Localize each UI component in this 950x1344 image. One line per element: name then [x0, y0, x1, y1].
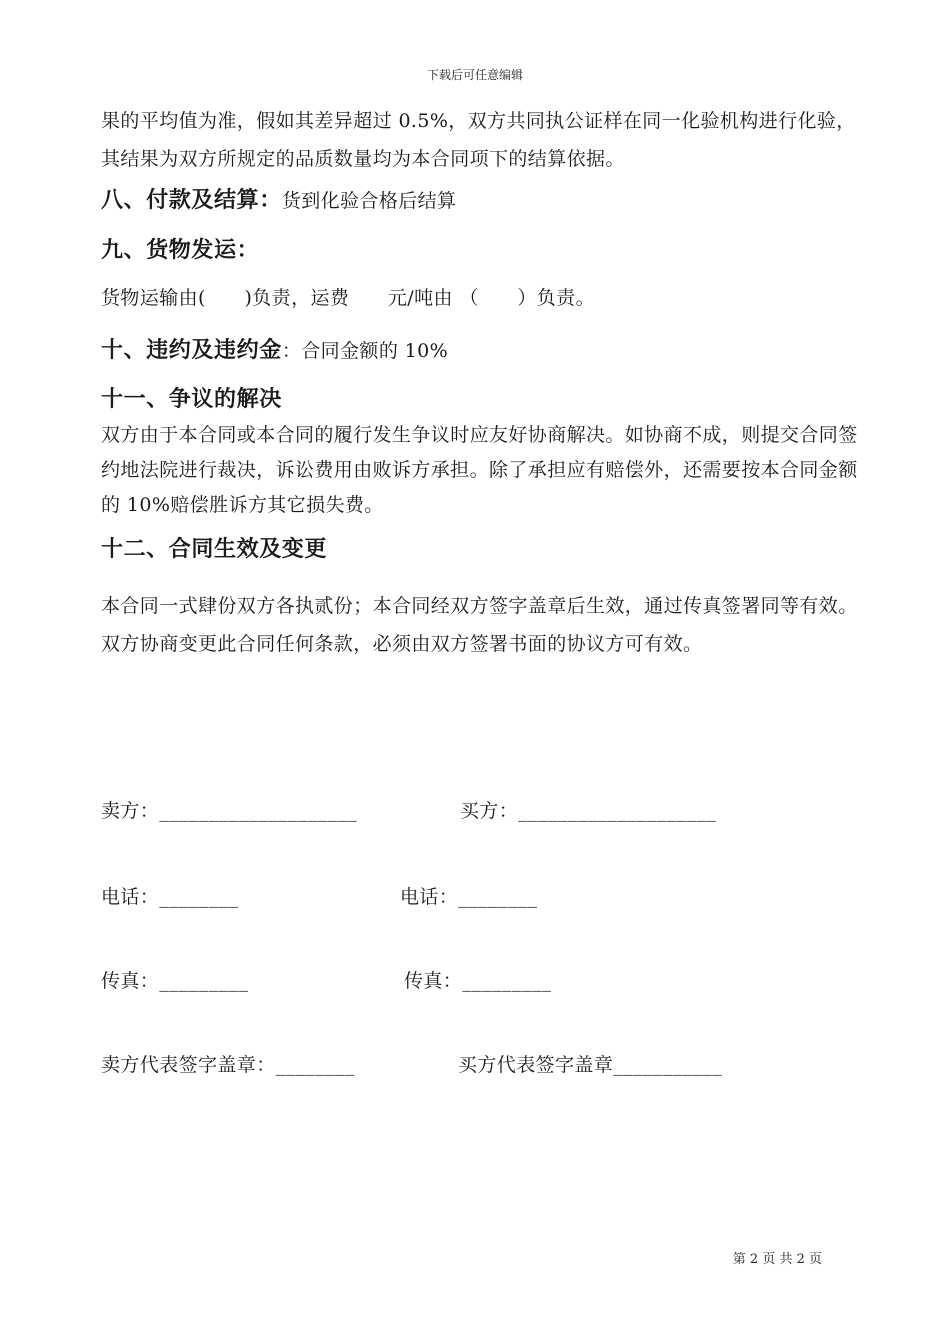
- clause-8-heading: [101, 183, 456, 214]
- clause-12-heading: 十二、合同生效及变更: [101, 537, 328, 562]
- clause-10-inline-text: ：合同金额的 10%: [281, 340, 449, 362]
- clause-8-inline-text: 货到化验合格后结算: [281, 190, 457, 212]
- seller-name-field: 卖方：____________________: [101, 800, 358, 822]
- seller-rep-signature-field: 卖方代表签字盖章：________: [101, 1054, 355, 1076]
- clause-9-heading: 九、货物发运：: [101, 238, 260, 263]
- buyer-name-field: 买方：____________________: [460, 800, 717, 822]
- clause-11-heading: 十一、争议的解决: [101, 387, 282, 412]
- clause-8-title: 八、付款及结算：: [101, 188, 282, 213]
- clause-7-continuation: 果的平均值为准，假如其差异超过 0.5%，双方共同执公证样在同一化验机构进行化验，其结果为双方所规定的品质数量均为本合同项下的结算依据。: [101, 110, 856, 170]
- clause-10-title: 十、违约及违约金: [101, 338, 282, 363]
- page-number: 第 2 页 共 2 页: [732, 1252, 822, 1267]
- buyer-fax-field: 传真：_________: [404, 970, 552, 992]
- buyer-phone-field: 电话：________: [400, 886, 538, 908]
- clause-9-body: 货物运输由( )负责，运费 元/吨由 （ ）负责。: [101, 287, 595, 309]
- clause-10-heading: [101, 333, 448, 364]
- clause-12-body: 本合同一式肆份双方各执贰份；本合同经双方签字盖章后生效，通过传真签署同等有效。双方协商变更此合同任何条款，必须由双方签署书面的协议方可有效。: [101, 595, 858, 655]
- seller-phone-field: 电话：________: [101, 886, 239, 908]
- page-header: 下载后可任意编辑: [426, 68, 523, 82]
- clause-11-body: 双方由于本合同或本合同的履行发生争议时应友好协商解决。如协商不成，则提交合同签约地法院进行裁决，诉讼费用由败诉方承担。除了承担应有赔偿外，还需要按本合同金额的 10%赔偿胜诉方其它损失费。: [101, 424, 858, 516]
- seller-fax-field: 传真：_________: [101, 970, 249, 992]
- buyer-rep-signature-field: 买方代表签字盖章___________: [458, 1054, 723, 1076]
